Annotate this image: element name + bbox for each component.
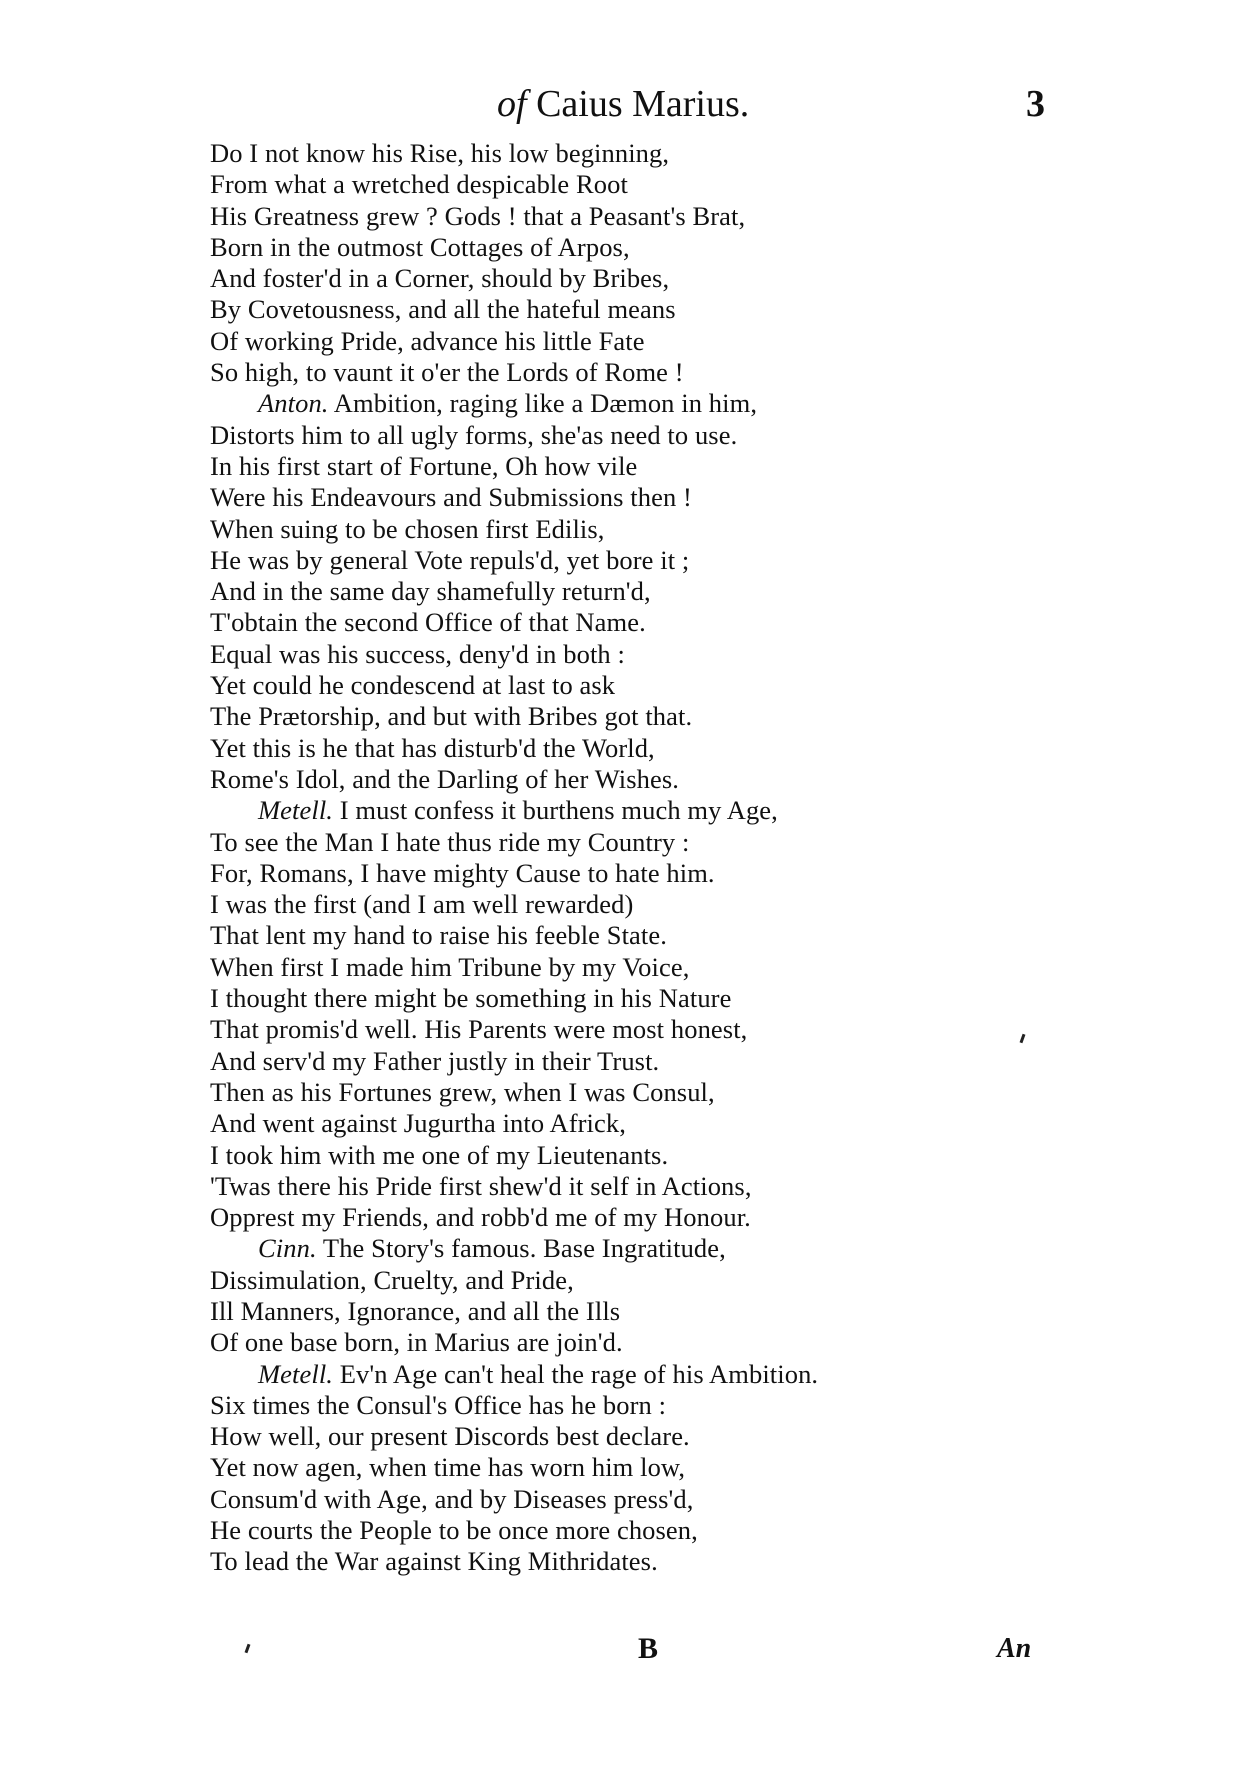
line-text: Rome's Idol, and the Darling of her Wishes.: [210, 763, 679, 794]
verse-line: [210, 1202, 1090, 1233]
verse-line: [210, 138, 1090, 169]
speech-line-with-speaker: [210, 1233, 1090, 1264]
catchword: An: [997, 1633, 1032, 1664]
line-text: Opprest my Friends, and robb'd me of my Honour.: [210, 1202, 751, 1233]
verse-line: [210, 607, 1090, 638]
verse-line: [210, 545, 1090, 576]
verse-line: [210, 983, 1090, 1014]
verse-line: [210, 1171, 1090, 1202]
verse-line: [210, 1140, 1090, 1171]
verse-line: [210, 889, 1090, 920]
line-text: So high, to vaunt it o'er the Lords of Rome !: [210, 357, 684, 388]
line-text: His Greatness grew ? Gods ! that a Peasant's Brat,: [210, 200, 746, 231]
speech-line-with-speaker: [210, 388, 1090, 419]
line-text: And went against Jugurtha into Africk,: [210, 1108, 626, 1139]
line-text: Equal was his success, deny'd in both :: [210, 638, 625, 669]
line-text: The Prætorship, and but with Bribes got that.: [210, 701, 693, 732]
line-text: To lead the War against King Mithridates.: [210, 1546, 658, 1577]
line-text: I thought there might be something in his Nature: [210, 983, 732, 1014]
running-head-title: Caius Marius.: [536, 83, 750, 125]
verse-line: [210, 514, 1090, 545]
verse-line: [210, 1108, 1090, 1139]
line-text: Six times the Consul's Office has he born :: [210, 1389, 667, 1420]
verse-line: [210, 827, 1090, 858]
line-text: I must confess it burthens much my Age,: [333, 795, 778, 826]
line-text: In his first start of Fortune, Oh how vile: [210, 450, 638, 481]
verse-line: [210, 169, 1090, 200]
verse-line: [210, 1546, 1090, 1577]
verse-line: [210, 920, 1090, 951]
line-text: Were his Endeavours and Submissions then !: [210, 482, 692, 513]
verse-line: [210, 201, 1090, 232]
line-text: T'obtain the second Office of that Name.: [210, 607, 646, 638]
line-text: Ill Manners, Ignorance, and all the Ills: [210, 1295, 621, 1326]
verse-line: [210, 1046, 1090, 1077]
verse-line: [210, 1390, 1090, 1421]
verse-line: [210, 858, 1090, 889]
verse-line: [210, 701, 1090, 732]
verse-line: [210, 482, 1090, 513]
verse-line: [210, 1515, 1090, 1546]
verse-line: [210, 1421, 1090, 1452]
speaker-name: Cinn.: [258, 1233, 317, 1264]
line-text: How well, our present Discords best declare.: [210, 1421, 690, 1452]
line-text: Do I not know his Rise, his low beginning,: [210, 138, 670, 168]
verse-line: [210, 357, 1090, 388]
running-head-of: of: [497, 83, 527, 125]
verse-line: [210, 733, 1090, 764]
line-text: The Story's famous. Base Ingratitude,: [316, 1233, 726, 1264]
line-text: Then as his Fortunes grew, when I was Consul,: [210, 1076, 715, 1107]
verse-line: [210, 952, 1090, 983]
verse-line: [210, 1484, 1090, 1515]
line-text: By Covetousness, and all the hateful means: [210, 294, 676, 325]
ink-speck: [245, 1644, 251, 1653]
verse-line: [210, 1327, 1090, 1358]
verse-line: [210, 576, 1090, 607]
speech-line-with-speaker: [210, 795, 1090, 826]
line-text: And foster'd in a Corner, should by Bribes,: [210, 263, 670, 294]
verse-line: [210, 420, 1090, 451]
verse-line: [210, 232, 1090, 263]
verse-line: [210, 451, 1090, 482]
line-text: Distorts him to all ugly forms, she'as need to use.: [210, 419, 738, 450]
verse-line: [210, 1296, 1090, 1327]
line-text: Of one base born, in Marius are join'd.: [210, 1327, 623, 1358]
line-text: I was the first (and I am well rewarded): [210, 889, 634, 920]
line-text: When suing to be chosen first Edilis,: [210, 513, 605, 544]
line-text: Yet now agen, when time has worn him low,: [210, 1452, 686, 1483]
verse-line: [210, 1014, 1090, 1045]
line-text: Ev'n Age can't heal the rage of his Ambition.: [333, 1358, 819, 1389]
line-text: He was by general Vote repuls'd, yet bore it ;: [210, 544, 690, 575]
verse-line: [210, 326, 1090, 357]
running-head: [497, 82, 749, 126]
speech-line-with-speaker: [210, 1359, 1090, 1390]
verse-text-block: [210, 138, 1090, 1578]
line-text: For, Romans, I have mighty Cause to hate him.: [210, 857, 715, 888]
line-text: Of working Pride, advance his little Fate: [210, 325, 645, 356]
line-text: That promis'd well. His Parents were most honest,: [210, 1014, 748, 1045]
line-text: To see the Man I hate thus ride my Country :: [210, 826, 690, 857]
verse-line: [210, 1077, 1090, 1108]
verse-line: [210, 294, 1090, 325]
line-text: I took him with me one of my Lieutenants.: [210, 1139, 669, 1170]
line-text: Born in the outmost Cottages of Arpos,: [210, 231, 630, 262]
line-text: 'Twas there his Pride first shew'd it self in Actions,: [210, 1170, 752, 1201]
line-text: Dissimulation, Cruelty, and Pride,: [210, 1264, 574, 1295]
line-text: And serv'd my Father justly in their Trust.: [210, 1045, 660, 1076]
page-number: 3: [1026, 83, 1045, 125]
speaker-name: Anton.: [258, 388, 329, 419]
signature-mark: B: [638, 1632, 659, 1665]
verse-line: [210, 263, 1090, 294]
line-text: That lent my hand to raise his feeble State.: [210, 920, 667, 951]
line-text: And in the same day shamefully return'd,: [210, 576, 651, 607]
line-text: From what a wretched despicable Root: [210, 169, 628, 200]
line-text: Consum'd with Age, and by Diseases press'd,: [210, 1483, 694, 1514]
verse-line: [210, 639, 1090, 670]
line-text: He courts the People to be once more chosen,: [210, 1515, 698, 1546]
line-text: Yet could he condescend at last to ask: [210, 670, 616, 701]
verse-line: [210, 1452, 1090, 1483]
speaker-name: Metell.: [258, 795, 334, 826]
line-text: Ambition, raging like a Dæmon in him,: [328, 388, 758, 419]
verse-line: [210, 1265, 1090, 1296]
speaker-name: Metell.: [258, 1358, 334, 1389]
verse-line: [210, 764, 1090, 795]
line-text: Yet this is he that has disturb'd the World,: [210, 732, 655, 763]
verse-line: [210, 670, 1090, 701]
line-text: When first I made him Tribune by my Voice,: [210, 951, 690, 982]
